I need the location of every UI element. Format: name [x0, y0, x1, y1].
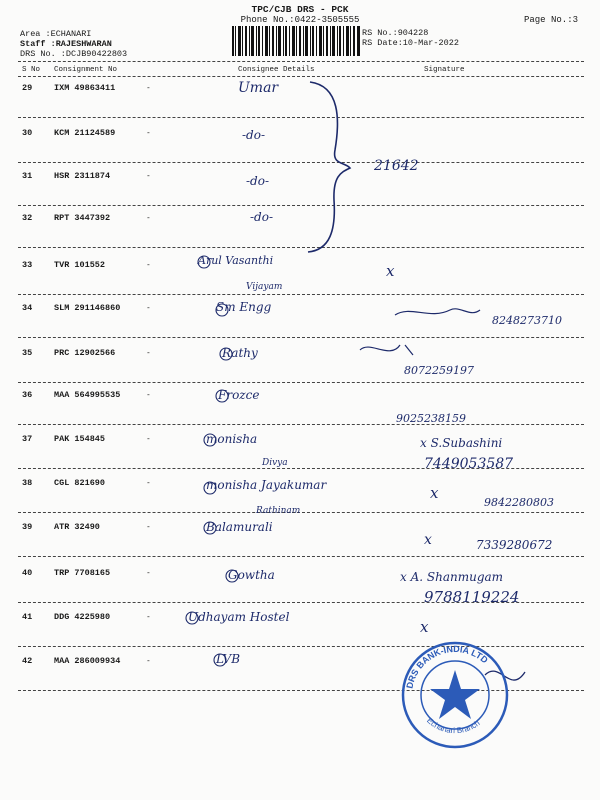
row-tick-mark: - [146, 478, 151, 487]
page-number: Page No.:3 [523, 15, 578, 25]
row-sno: 36 [22, 390, 33, 400]
col-consignee: Consignee Details [238, 66, 315, 74]
bank-stamp [400, 640, 510, 750]
signature-38: x [430, 484, 439, 502]
row-tick-mark: - [146, 434, 151, 443]
row-tick-mark: - [146, 612, 151, 621]
consignee-40: Gowtha [228, 568, 275, 582]
row-sno: 41 [22, 612, 33, 622]
consignee-39: Balamurali [206, 520, 273, 534]
row-consignment-no: HSR 2311874 [54, 171, 111, 181]
consignee-33-line2: Vijayam [246, 282, 283, 292]
document-title: TPC/CJB DRS - PCK [251, 4, 349, 15]
row-consignment-no: RPT 3447392 [54, 213, 111, 223]
row-consignment-no: PAK 154845 [54, 434, 106, 444]
bracket-signature: 21642 [374, 158, 419, 174]
row-sno: 35 [22, 348, 33, 358]
row-tick-mark: - [146, 128, 151, 137]
row-sno: 38 [22, 478, 33, 488]
consignee-42: LVB [216, 652, 241, 666]
row-consignment-no: ATR 32490 [54, 522, 100, 532]
consignee-37-line2: Divya [262, 458, 288, 468]
signature-35: 8072259197 [404, 364, 474, 377]
row-sno: 32 [22, 213, 33, 223]
consignee-38-line2: Rathinam [256, 506, 301, 516]
stamp-text-bottom: Echanari Branch [425, 715, 482, 736]
row-tick-mark: - [146, 568, 151, 577]
row-consignment-no: PRC 12902566 [54, 348, 116, 358]
row-tick-mark: - [146, 83, 151, 92]
rs-date: RS Date:10-Mar-2022 [362, 38, 459, 48]
row-consignment-no: DDG 4225980 [54, 612, 111, 622]
svg-text:DRS BANK-INDIA LTD [404, 644, 490, 690]
stamp-text-top: DRS BANK-INDIA LTD [404, 643, 490, 690]
staff: Staff :RAJESHWARAN [20, 39, 112, 49]
signature-33: x [386, 262, 395, 280]
consignee-34: Sm Engg [216, 300, 272, 314]
drs-number: DRS No. :DCJB90422803 [20, 49, 128, 59]
signature-34: 8248273710 [492, 314, 562, 327]
stamp-star-icon [430, 670, 480, 719]
signature-40: x A. Shanmugam [400, 570, 504, 584]
consignee-30: -do- [242, 128, 266, 142]
row-tick-mark: - [146, 171, 151, 180]
row-sno: 37 [22, 434, 33, 444]
svg-text:Echanari Branch [425, 716, 482, 735]
col-sno: S No [22, 66, 41, 74]
row-consignment-no: TVR 101552 [54, 260, 106, 270]
row-sno: 33 [22, 260, 33, 270]
row-consignment-no: MAA 564995535 [54, 390, 121, 400]
consignee-37: monisha [206, 432, 258, 446]
phone-40: 9788119224 [424, 588, 520, 606]
row-tick-mark: - [146, 390, 151, 399]
row-sno: 29 [22, 83, 33, 93]
consignee-32: -do- [250, 210, 274, 224]
row-tick-mark: - [146, 213, 151, 222]
row-consignment-no: IXM 49863411 [54, 83, 116, 93]
consignee-31: -do- [246, 174, 270, 188]
col-signature: Signature [424, 66, 465, 74]
consignee-33: Arul Vasanthi [198, 254, 274, 267]
row-sno: 39 [22, 522, 33, 532]
row-sno: 40 [22, 568, 33, 578]
area: Area :ECHANARI [20, 29, 92, 39]
consignee-36: Frozce [218, 388, 260, 402]
consignee-41: Udhayam Hostel [188, 610, 290, 624]
signature-36: 9025238159 [396, 412, 466, 425]
signature-41: x [420, 618, 429, 636]
row-consignment-no: TRP 7708165 [54, 568, 111, 578]
row-tick-mark: - [146, 656, 151, 665]
row-sno: 42 [22, 656, 33, 666]
row-tick-mark: - [146, 260, 151, 269]
signature-39: x [424, 532, 432, 548]
row-tick-mark: - [146, 348, 151, 357]
phone-37: 7449053587 [424, 456, 514, 472]
signature-37: x S.Subashini [420, 436, 503, 450]
row-tick-mark: - [146, 522, 151, 531]
row-consignment-no: KCM 21124589 [54, 128, 116, 138]
consignee-29: Umar [238, 80, 279, 96]
col-consignment: Consignment No [54, 66, 118, 74]
phone-38: 9842280803 [484, 496, 554, 509]
row-consignment-no: CGL 821690 [54, 478, 106, 488]
row-sno: 34 [22, 303, 33, 313]
phone-39: 7339280672 [476, 538, 553, 552]
consignee-35: Rathy [222, 346, 258, 360]
consignee-38: monisha Jayakumar [206, 478, 327, 492]
row-consignment-no: MAA 286009934 [54, 656, 121, 666]
row-consignment-no: SLM 291146860 [54, 303, 121, 313]
row-sno: 30 [22, 128, 33, 138]
row-tick-mark: - [146, 303, 151, 312]
rs-number: RS No.:904228 [362, 28, 429, 38]
phone-number: Phone No.:0422-3505555 [240, 15, 360, 25]
row-sno: 31 [22, 171, 33, 181]
